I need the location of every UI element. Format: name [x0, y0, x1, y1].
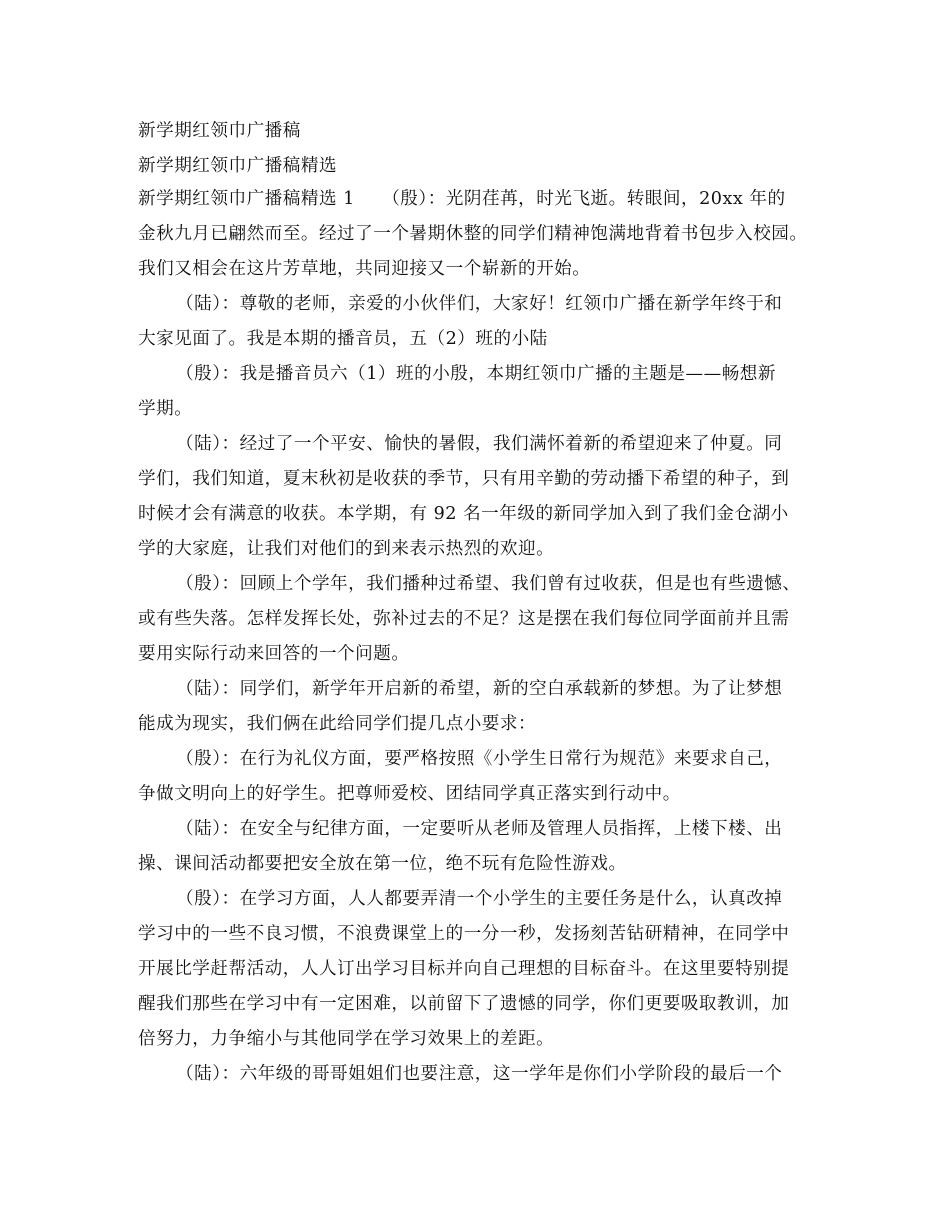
text-line: 学期。 [138, 399, 193, 419]
text-line: 学们，我们知道，夏末秋初是收获的季节，只有用辛勤的劳动播下希望的种子，到 [138, 469, 790, 489]
text-line: （殷）：在行为礼仪方面，要严格按照《小学生日常行为规范》来要求自己， [176, 749, 783, 769]
text-line: 我们又相会在这片芳草地，共同迎接又一个崭新的开始。 [138, 259, 591, 279]
text-line: 争做文明向上的好学生。把尊师爱校、团结同学真正落实到行动中。 [138, 784, 681, 804]
text-line: 能成为现实，我们俩在此给同学们提几点小要求： [138, 714, 537, 734]
text-line: 大家见面了。我是本期的播音员，五（2）班的小陆 [138, 329, 548, 349]
text-line: 学习中的一些不良习惯，不浪费课堂上的一分一秒，发扬刻苦钻研精神，在同学中 [138, 924, 790, 944]
text-line: （陆）：在安全与纪律方面，一定要听从老师及管理人员指挥，上楼下楼、出 [176, 819, 783, 839]
text-line: （陆）：经过了一个平安、愉快的暑假，我们满怀着新的希望迎来了仲夏。同 [176, 434, 783, 454]
doc-subtitle: 新学期红领巾广播稿精选 [138, 156, 338, 176]
text-line: （殷）：在学习方面，人人都要弄清一个小学生的主要任务是什么，认真改掉 [176, 889, 783, 909]
text-line: （陆）：六年级的哥哥姐姐们也要注意，这一学年是你们小学阶段的最后一个 [176, 1064, 783, 1084]
text-line: 金秋九月已翩然而至。经过了一个暑期休整的同学们精神饱满地背着书包步入校园。 [138, 224, 808, 244]
text-line: 要用实际行动来回答的一个问题。 [138, 644, 410, 664]
text-line: 时候才会有满意的收获。本学期，有 92 名一年级的新同学加入到了我们金仓湖小 [138, 504, 789, 524]
text-line: （殷）：我是播音员六（1）班的小殷，本期红领巾广播的主题是——畅想新 [176, 364, 776, 384]
text-line: 操、课间活动都要把安全放在第一位，绝不玩有危险性游戏。 [138, 854, 627, 874]
text-line: （陆）：同学们，新学年开启新的希望，新的空白承载新的梦想。为了让梦想 [176, 679, 783, 699]
text-line: 倍努力，力争缩小与其他同学在学习效果上的差距。 [138, 1029, 555, 1049]
text-line: 或有些失落。怎样发挥长处，弥补过去的不足？这是摆在我们每位同学面前并且需 [138, 609, 790, 629]
text-line: （陆）：尊敬的老师，亲爱的小伙伴们，大家好！红领巾广播在新学年终于和 [176, 294, 783, 314]
text-line: 学的大家庭，让我们对他们的到来表示热烈的欢迎。 [138, 539, 555, 559]
text-line: （殷）：回顾上个学年，我们播种过希望、我们曾有过收获，但是也有些遗憾、 [176, 574, 801, 594]
text-line: 开展比学赶帮活动，人人订出学习目标并向自己理想的目标奋斗。在这里要特别提 [138, 959, 790, 979]
text-line: 新学期红领巾广播稿精选 1 （殷）：光阴荏苒，时光飞逝。转眼间，20xx 年的 [138, 189, 786, 209]
text-line: 醒我们那些在学习中有一定困难，以前留下了遗憾的同学，你们更要吸取教训，加 [138, 994, 790, 1014]
doc-title: 新学期红领巾广播稿 [138, 121, 301, 141]
